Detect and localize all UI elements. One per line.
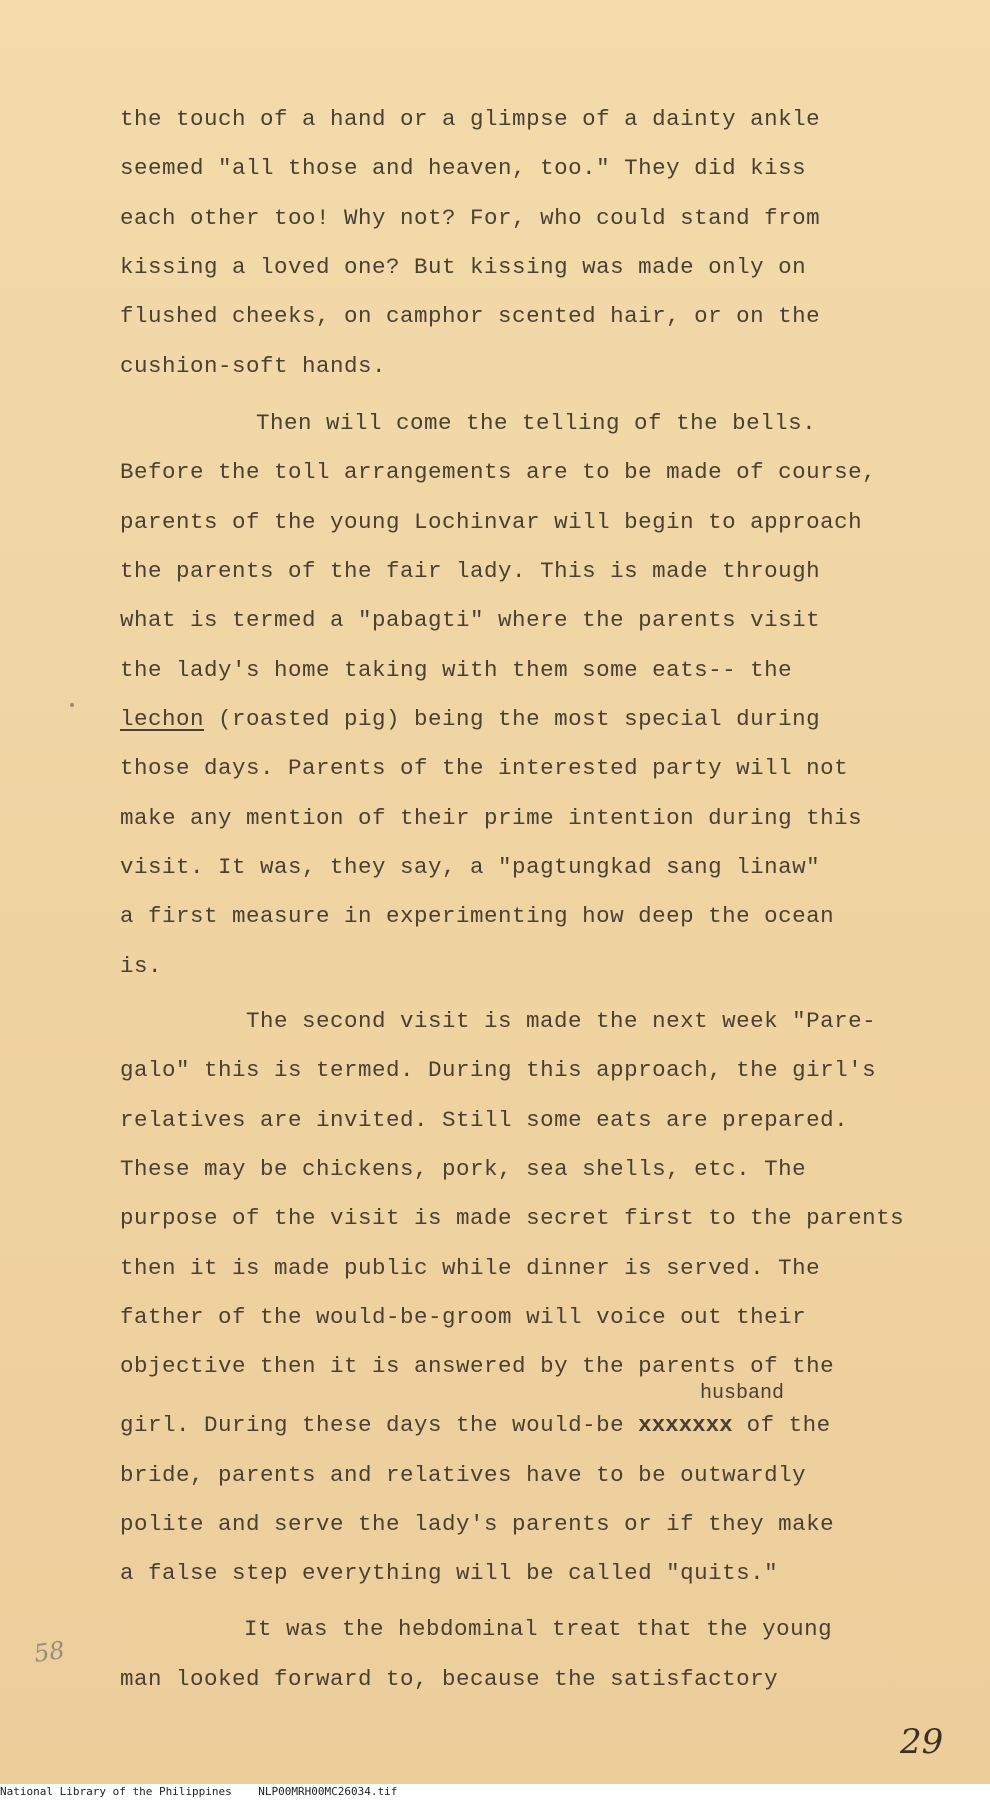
text-line-20: galo" this is termed. During this approach, the girl's — [120, 1057, 877, 1083]
text-line-22: These may be chickens, pork, sea shells, etc. The — [120, 1156, 807, 1182]
text-line-3: each other too! Why not? For, who could stand from — [120, 205, 821, 231]
text-line-28: bride, parents and relatives have to be outwardly — [120, 1462, 807, 1488]
margin-note: 58 — [32, 1636, 67, 1668]
text-line-7: Then will come the telling of the bells. — [256, 410, 817, 436]
ink-dot — [70, 703, 74, 707]
text-line-5: flushed cheeks, on camphor scented hair, or on the — [120, 303, 821, 329]
text-line-14: those days. Parents of the interested party will not — [120, 755, 849, 781]
text-line-27 — [120, 1414, 831, 1437]
text-line-29: polite and serve the lady's parents or if they make — [120, 1511, 835, 1537]
text-line-18: is. — [120, 953, 163, 979]
text-line-6: cushion-soft hands. — [120, 353, 387, 379]
text-line-32: man looked forward to, because the satisfactory — [120, 1666, 779, 1692]
text-line-30: a false step everything will be called "quits." — [120, 1560, 779, 1586]
text-line-27-start: girl. During these days the would-be — [120, 1412, 625, 1438]
text-line-8: Before the toll arrangements are to be made of course, — [120, 459, 877, 485]
page-number: 29 — [900, 1722, 944, 1762]
text-line-15: make any mention of their prime intention during this — [120, 805, 863, 831]
text-line-16: visit. It was, they say, a "pagtungkad sang linaw" — [120, 854, 821, 880]
text-line-11: what is termed a "pabagti" where the parents visit — [120, 607, 821, 633]
text-line-31: It was the hebdominal treat that the young — [244, 1616, 833, 1642]
text-line-1: the touch of a hand or a glimpse of a dainty ankle — [120, 106, 821, 132]
text-line-13 — [120, 708, 820, 731]
text-line-10: the parents of the fair lady. This is made through — [120, 558, 821, 584]
text-line-23: purpose of the visit is made secret first to the parents — [120, 1205, 905, 1231]
handwritten-insertion: husband — [700, 1382, 785, 1405]
text-line-9: parents of the young Lochinvar will begin to approach — [120, 509, 863, 535]
text-line-27-end: of the — [746, 1412, 831, 1438]
text-line-13-rest: (roasted pig) being the most special during — [204, 706, 821, 732]
footer-library: National Library of the Philippines — [0, 1785, 232, 1798]
text-line-2: seemed "all those and heaven, too." They did kiss — [120, 155, 807, 181]
text-line-12: the lady's home taking with them some eats-- the — [120, 657, 793, 683]
text-line-17: a first measure in experimenting how deep the ocean — [120, 903, 835, 929]
text-line-21: relatives are invited. Still some eats are prepared. — [120, 1107, 849, 1133]
text-line-4: kissing a loved one? But kissing was made only on — [120, 254, 807, 280]
text-line-24: then it is made public while dinner is served. The — [120, 1255, 821, 1281]
scan-footer — [0, 1784, 990, 1800]
text-line-19: The second visit is made the next week "Pare- — [246, 1008, 877, 1034]
text-line-25: father of the would-be-groom will voice out their — [120, 1304, 807, 1330]
underlined-lechon: lechon — [120, 706, 205, 732]
struck-out-word: xxxxxxx — [638, 1412, 733, 1438]
text-line-26: objective then it is answered by the parents of the — [120, 1353, 835, 1379]
footer-file-id: NLP00MRH00MC26034.tif — [258, 1785, 398, 1798]
